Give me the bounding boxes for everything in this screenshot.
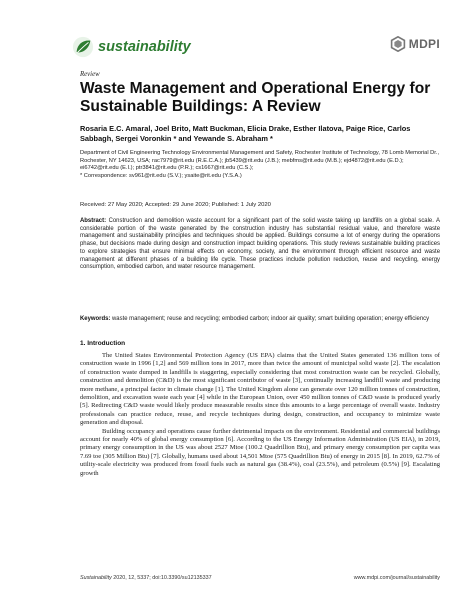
leaf-icon — [72, 36, 94, 58]
mdpi-hexagon-icon — [390, 36, 406, 52]
article-title: Waste Management and Operational Energy for Sustainable Buildings: A Review — [80, 80, 431, 115]
publication-dates: Received: 27 May 2020; Accepted: 29 June 2020; Published: 1 July 2020 — [80, 202, 271, 208]
author-list: Rosaria E.C. Amaral, Joel Brito, Matt Buckman, Elicia Drake, Esther Ilatova, Paige Rice, Carlos Sabbagh, Sergei Voronkin * and Yewande S. Abraham * — [80, 124, 411, 143]
paragraph: Building occupancy and operations cause further detrimental impacts on the environment. Residential and commercial buildings account for nearly 40% of global energy consumption [6]. According to the US Energy Information Administration (US EIA), in 2019, primary energy consumption in the US was about 2527 Mtoe (100.2 Quadrillion Btu), and primary energy consumption per capita was 7.69 toe (305 Million Btu) [7]. Globally, humans used about 14,501 Mtoe (575 Quadrillion Btu) of energy in 2015 [8]. In 2019, 62.7% of utility-scale electricity was produced from fossil fuels such as natural gas (38.4%), coal (23.5%), and petroleum (0.5%) [9]. Escalating growth — [80, 427, 440, 477]
citation-journal: Sustainability — [80, 575, 112, 581]
body-text — [80, 352, 440, 478]
keywords-text: waste management; reuse and recycling; embodied carbon; indoor air quality; smart building operation; energy efficiency — [112, 316, 430, 322]
affiliation-block — [80, 150, 440, 180]
keywords-label: Keywords: — [80, 316, 111, 322]
journal-logo[interactable] — [72, 36, 191, 58]
keywords — [80, 316, 440, 324]
section-heading: 1. Introduction — [80, 340, 126, 347]
correspondence: * Correspondence: sv961@rit.edu (S.V.); ysaite@rit.edu (Y.S.A.) — [80, 172, 242, 179]
journal-name: sustainability — [98, 39, 191, 55]
citation — [80, 575, 212, 581]
journal-url[interactable]: www.mdpi.com/journal/sustainability — [353, 575, 440, 581]
abstract-text: Construction and demolition waste account for a significant part of the solid waste taking up landfills on a global scale. A considerable portion of the waste generated by the construction industry has substantial residual value, and therefore waste management and sustainability principles and techniques should be applied. Buildings consume a lot of energy during the operations phase, but decisions made during design and construction impact building operations. This study reviews sustainable building practices to explore strategies that ensure minimal effects on economy, society, and the environment through efficient resource and waste management at different phases of a building life cycle. These practices include pollution reduction, reuse and recycling, energy consumption, embodied carbon, and water resource management. — [80, 218, 440, 271]
publisher-name: MDPI — [408, 37, 440, 51]
citation-details: 2020, 12, 5337; doi:10.3390/su12135337 — [113, 575, 212, 581]
publisher-logo[interactable] — [390, 36, 440, 52]
page-footer — [80, 575, 440, 581]
abstract-label: Abstract: — [80, 218, 107, 224]
paragraph: The United States Environmental Protection Agency (US EPA) claims that the United States generated 136 million tons of construction waste in 1996 [1,2] and 569 million tons in 2017, more than twice the amount of municipal solid waste [2]. The escalation of construction waste dumped in landfills is staggering, especially considering that most construction waste can be recycled. Globally, construction and demolition (C&D) is the most significant contributor of waste [3], continually increasing landfill waste and producing more methane, a principal factor in climate change [1]. The United Kingdom alone can generate over 120 million tonnes of construction, demolition, and excavation waste each year [4] while in the European Union, over 450 million tonnes of C&D waste is produced yearly [5]. Redirecting C&D waste would likely produce measurable results since this amounts to a large percentage of overall waste. Industry professionals can practice reduce, reuse, and recycle techniques during design, construction, and occupancy to minimize waste generation and disposal. — [80, 352, 440, 427]
affiliation: Department of Civil Engineering Technology Environmental Management and Safety, Rochester Institute of Technology, 78 Lomb Memorial Dr., Rochester, NY 14623, USA; rac7979@rit.edu (R.E.C.A.); jb5439@rit.edu (J.B.); mebfms@rit.edu (M.B.); ejd4872@rit.edu (E.D.); ei6742@rit.edu (E.I.); ptr3841@rit.edu (P.R.); cs1667@rit.edu (C.S.); — [80, 150, 440, 172]
abstract — [80, 218, 440, 272]
article-type: Review — [80, 71, 100, 78]
